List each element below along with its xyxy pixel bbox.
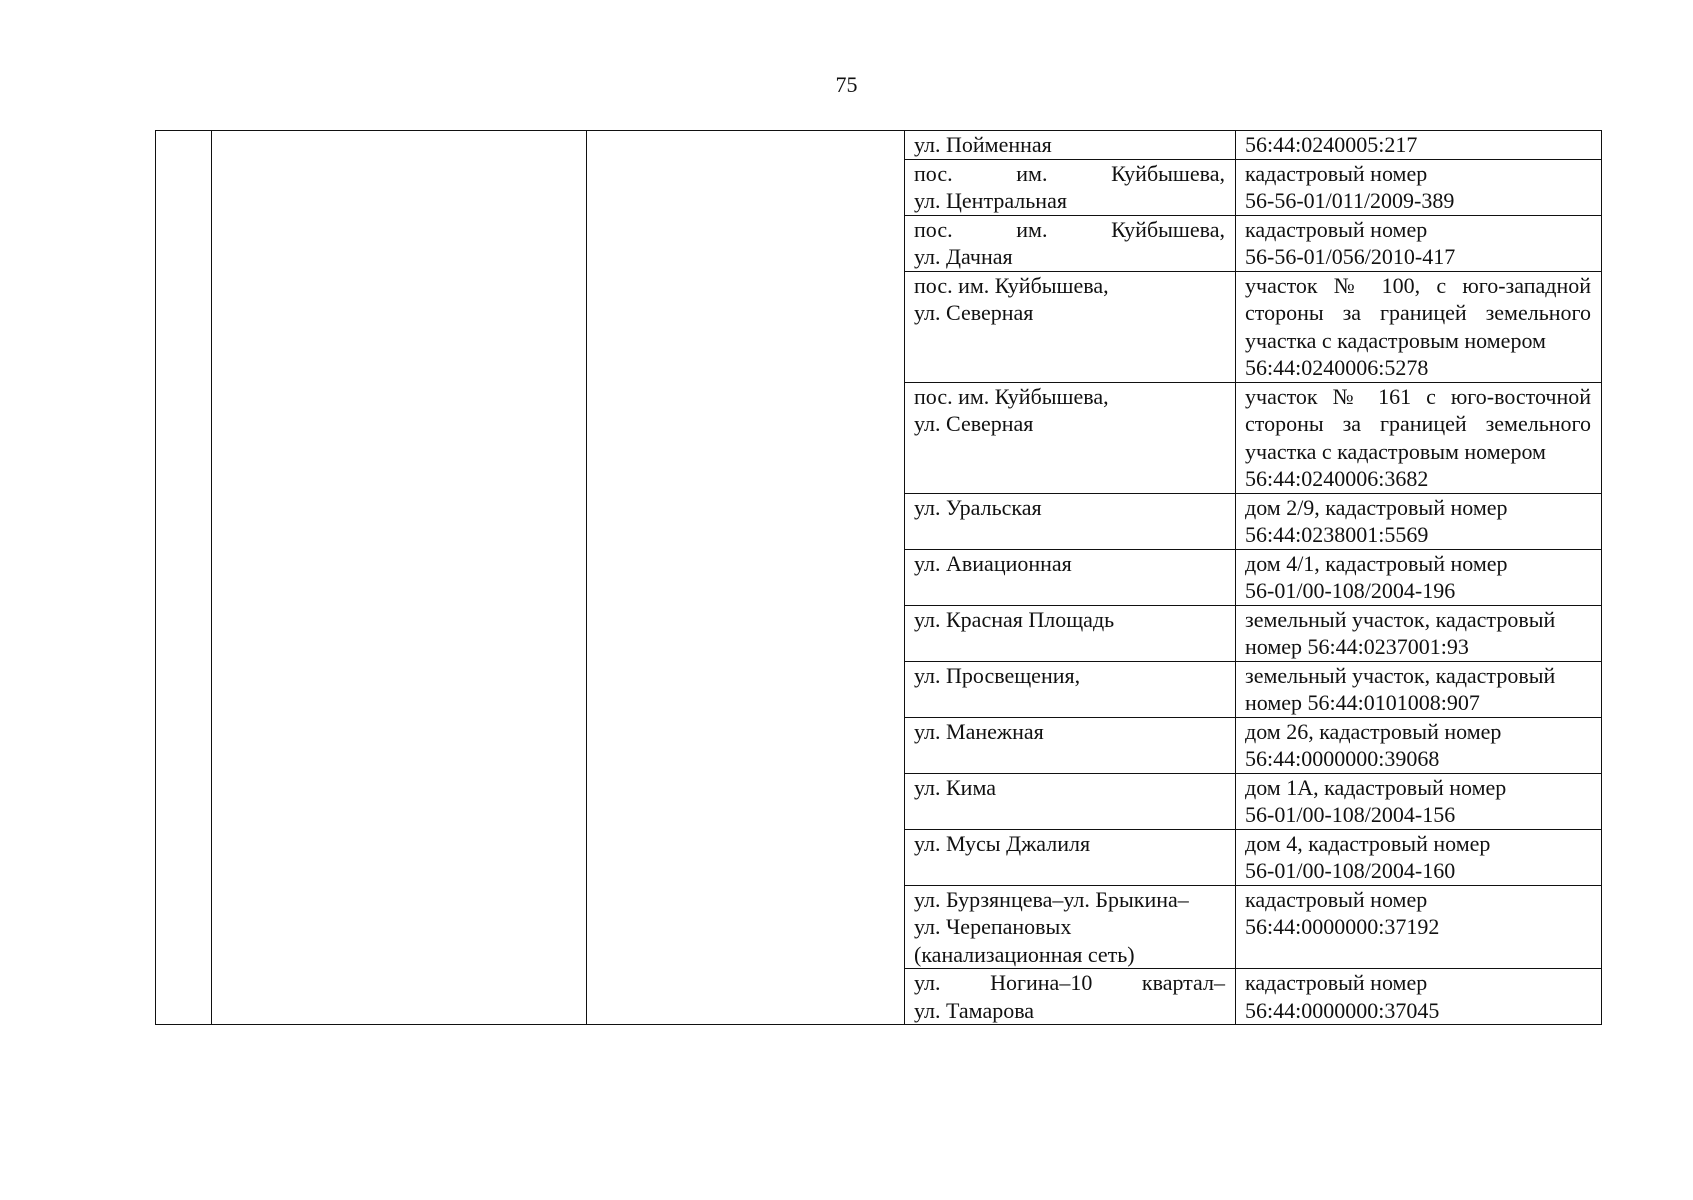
cadastral-line: 56:44:0240006:5278 bbox=[1245, 355, 1429, 380]
street-line: ул. Центральная bbox=[914, 188, 1067, 213]
cadastral-cell bbox=[1236, 969, 1602, 1025]
empty-column-cell-1 bbox=[156, 131, 212, 1025]
cadastral-line: дом 2/9, кадастровый номер bbox=[1245, 494, 1508, 520]
street-cell bbox=[905, 549, 1236, 605]
cadastral-line: 56-01/00-108/2004-196 bbox=[1245, 578, 1456, 603]
street-cell bbox=[905, 131, 1236, 160]
street-cell bbox=[905, 215, 1236, 271]
street-line: ул. Мусы Джалиля bbox=[914, 830, 1091, 856]
street-line: ул. Северная bbox=[914, 300, 1034, 325]
cadastral-line: участок № 161 с юго-восточной bbox=[1245, 383, 1591, 409]
street-cell bbox=[905, 969, 1236, 1025]
table-body bbox=[156, 131, 1602, 1025]
street-line: ул. Бурзянцева–ул. Брыкина– bbox=[914, 886, 1189, 912]
cadastral-line: дом 1А, кадастровый номер bbox=[1245, 774, 1507, 800]
table-row bbox=[156, 131, 1602, 160]
cadastral-line: номер 56:44:0237001:93 bbox=[1245, 634, 1469, 659]
cadastral-line: земельный участок, кадастровый bbox=[1245, 606, 1556, 632]
cadastral-line: 56:44:0240006:3682 bbox=[1245, 466, 1429, 491]
cadastral-cell bbox=[1236, 131, 1602, 160]
cadastral-line: дом 4/1, кадастровый номер bbox=[1245, 550, 1508, 576]
street-line: пос. им. Куйбышева, bbox=[914, 160, 1225, 186]
cadastral-line: земельный участок, кадастровый bbox=[1245, 662, 1556, 688]
cadastral-line: дом 4, кадастровый номер bbox=[1245, 830, 1491, 856]
cadastral-line: 56:44:0000000:37045 bbox=[1245, 997, 1440, 1023]
empty-column-cell-3 bbox=[587, 131, 905, 1025]
cadastral-cell bbox=[1236, 215, 1602, 271]
street-line: ул. Ногина–10 квартал– bbox=[914, 970, 1225, 995]
cadastral-cell bbox=[1236, 717, 1602, 773]
cadastral-cell bbox=[1236, 661, 1602, 717]
cadastral-line: 56-01/00-108/2004-156 bbox=[1245, 802, 1456, 827]
street-cell bbox=[905, 661, 1236, 717]
cadastral-line: 56-01/00-108/2004-160 bbox=[1245, 858, 1456, 883]
street-line: пос. им. Куйбышева, bbox=[914, 272, 1109, 298]
street-cell bbox=[905, 493, 1236, 549]
cadastral-line: 56-56-01/011/2009-389 bbox=[1245, 188, 1455, 213]
street-cell bbox=[905, 159, 1236, 215]
street-line: ул. Уральская bbox=[914, 494, 1042, 520]
cadastral-line: дом 26, кадастровый номер bbox=[1245, 718, 1502, 744]
street-cell bbox=[905, 885, 1236, 969]
cadastral-cell bbox=[1236, 382, 1602, 493]
street-line: (канализационная сеть) bbox=[914, 941, 1135, 967]
street-line: пос. им. Куйбышева, bbox=[914, 383, 1109, 409]
cadastral-line: номер 56:44:0101008:907 bbox=[1245, 690, 1480, 715]
cadastral-cell bbox=[1236, 271, 1602, 382]
cadastral-line: 56:44:0238001:5569 bbox=[1245, 522, 1429, 547]
cadastral-cell bbox=[1236, 829, 1602, 885]
objects-table bbox=[155, 130, 1602, 1025]
street-line: ул. Тамарова bbox=[914, 997, 1035, 1023]
street-line: ул. Пойменная bbox=[914, 132, 1052, 157]
street-line: пос. им. Куйбышева, bbox=[914, 216, 1225, 242]
cadastral-line: 56-56-01/056/2010-417 bbox=[1245, 244, 1456, 269]
street-line: ул. Красная Площадь bbox=[914, 606, 1115, 632]
street-cell bbox=[905, 773, 1236, 829]
cadastral-line: участка с кадастровым номером bbox=[1245, 438, 1546, 464]
street-line: ул. Кима bbox=[914, 774, 996, 800]
street-cell bbox=[905, 829, 1236, 885]
street-line: ул. Черепановых bbox=[914, 914, 1072, 939]
street-line: ул. Северная bbox=[914, 411, 1034, 436]
cadastral-line: участок № 100, с юго-западной bbox=[1245, 272, 1591, 298]
cadastral-line: кадастровый номер bbox=[1245, 970, 1428, 995]
cadastral-cell bbox=[1236, 773, 1602, 829]
cadastral-line: кадастровый номер bbox=[1245, 886, 1428, 912]
cadastral-cell bbox=[1236, 493, 1602, 549]
cadastral-line: стороны за границей земельного bbox=[1245, 300, 1591, 325]
cadastral-line: 56:44:0000000:39068 bbox=[1245, 746, 1440, 771]
street-line: ул. Манежная bbox=[914, 718, 1044, 744]
cadastral-line: кадастровый номер bbox=[1245, 160, 1428, 186]
cadastral-cell bbox=[1236, 549, 1602, 605]
cadastral-line: 56:44:0240005:217 bbox=[1245, 132, 1418, 157]
street-cell bbox=[905, 605, 1236, 661]
street-line: ул. Просвещения, bbox=[914, 662, 1081, 688]
cadastral-cell bbox=[1236, 605, 1602, 661]
street-line: ул. Авиационная bbox=[914, 550, 1072, 576]
cadastral-cell bbox=[1236, 885, 1602, 969]
cadastral-cell bbox=[1236, 159, 1602, 215]
cadastral-line: стороны за границей земельного bbox=[1245, 411, 1591, 436]
cadastral-line: участка с кадастровым номером bbox=[1245, 327, 1546, 353]
street-cell bbox=[905, 382, 1236, 493]
cadastral-line: кадастровый номер bbox=[1245, 216, 1428, 242]
cadastral-line: 56:44:0000000:37192 bbox=[1245, 914, 1440, 939]
page-number: 75 bbox=[835, 72, 858, 97]
street-line: ул. Дачная bbox=[914, 244, 1013, 269]
empty-column-cell-2 bbox=[212, 131, 587, 1025]
street-cell bbox=[905, 717, 1236, 773]
street-cell bbox=[905, 271, 1236, 382]
